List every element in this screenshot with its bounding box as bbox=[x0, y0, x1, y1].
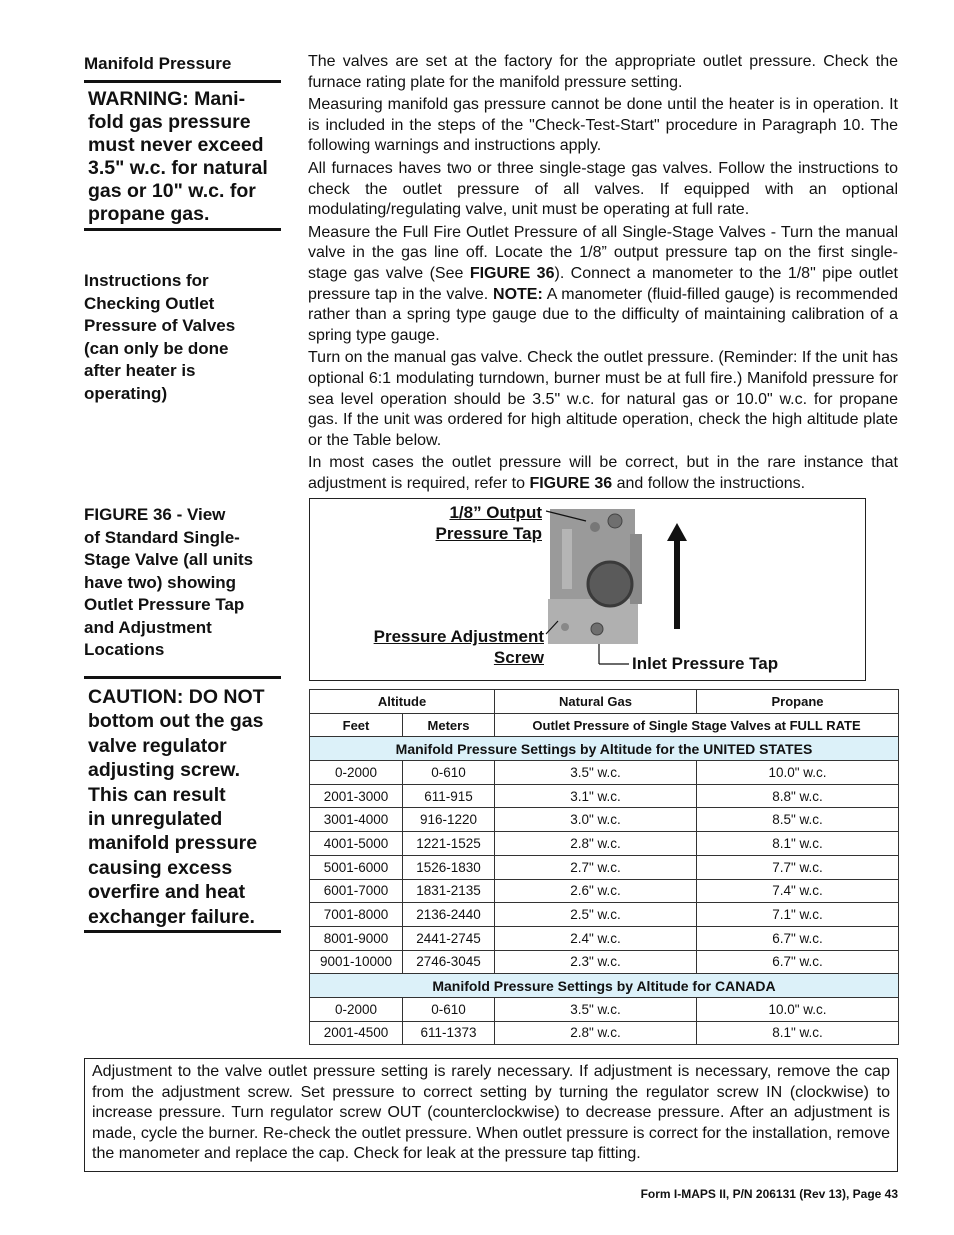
warning-line: propane gas. bbox=[88, 203, 210, 225]
cell: 0-610 bbox=[403, 761, 495, 785]
cell: 2001-3000 bbox=[310, 784, 403, 808]
header-cell: Outlet Pressure of Single Stage Valves at FULL RATE bbox=[495, 713, 899, 737]
figure-caption bbox=[84, 504, 284, 662]
table-section-row bbox=[310, 974, 899, 998]
cell: 611-915 bbox=[403, 784, 495, 808]
cell: 0-610 bbox=[403, 997, 495, 1021]
cell: 8001-9000 bbox=[310, 926, 403, 950]
figure-reference: FIGURE 36 bbox=[529, 474, 613, 492]
table-header-row bbox=[310, 690, 899, 714]
cell: 7001-8000 bbox=[310, 903, 403, 927]
table-section-row bbox=[310, 737, 899, 761]
cell: 3.1" w.c. bbox=[495, 784, 697, 808]
divider bbox=[84, 80, 281, 83]
warning-line: WARNING: Mani- bbox=[88, 88, 246, 110]
cell: 7.7" w.c. bbox=[697, 855, 899, 879]
text-run: Measure the Full Fire Outlet Pressure of all Single-Stage Valves - Turn the manual valve in the gas line off. Locate the 1/8” output pressure tap on the first single-stage gas valve (See bbox=[308, 223, 898, 282]
caution-box bbox=[88, 685, 283, 929]
caution-line: adjusting screw. bbox=[88, 759, 241, 782]
cell: 10.0" w.c. bbox=[697, 997, 899, 1021]
instructions-line: Checking Outlet bbox=[84, 293, 215, 313]
warning-box bbox=[88, 88, 283, 226]
warning-line: must never exceed bbox=[88, 134, 264, 156]
note-label: NOTE: bbox=[493, 285, 543, 303]
divider bbox=[84, 930, 281, 933]
table-row bbox=[310, 1021, 899, 1045]
table-header-row bbox=[310, 713, 899, 737]
table-row bbox=[310, 879, 899, 903]
caption-line: FIGURE 36 - View bbox=[84, 505, 226, 524]
section-heading: Manifold Pressure bbox=[84, 54, 232, 73]
caption-line: Outlet Pressure Tap bbox=[84, 595, 245, 614]
cell: 3.0" w.c. bbox=[495, 808, 697, 832]
table-row bbox=[310, 903, 899, 927]
caption-line: and Adjustment bbox=[84, 617, 212, 637]
caution-line: CAUTION: DO NOT bbox=[88, 686, 265, 708]
figure-36 bbox=[309, 498, 866, 681]
cell: 2.6" w.c. bbox=[495, 879, 697, 903]
cell: 1526-1830 bbox=[403, 855, 495, 879]
cell: 2441-2745 bbox=[403, 926, 495, 950]
table-row bbox=[310, 926, 899, 950]
table-row bbox=[310, 997, 899, 1021]
cell: 8.8" w.c. bbox=[697, 784, 899, 808]
cell: 1221-1525 bbox=[403, 832, 495, 856]
cell: 2746-3045 bbox=[403, 950, 495, 974]
cell: 2.5" w.c. bbox=[495, 903, 697, 927]
cell: 9001-10000 bbox=[310, 950, 403, 974]
cell: 2.8" w.c. bbox=[495, 1021, 697, 1045]
header-cell: Altitude bbox=[310, 690, 495, 714]
callout-line: Pressure Tap bbox=[435, 524, 542, 543]
text-run: In most cases the outlet pressure will be correct, but in the rare instance that adjustment is required, refer to bbox=[308, 454, 898, 492]
divider bbox=[84, 676, 281, 679]
pressure-adjustment-screw-label bbox=[340, 626, 544, 668]
caution-line: exchanger failure. bbox=[88, 905, 255, 928]
caption-line: Stage Valve (all units bbox=[84, 550, 254, 569]
cell: 10.0" w.c. bbox=[697, 761, 899, 785]
table-row bbox=[310, 832, 899, 856]
cell: 7.1" w.c. bbox=[697, 903, 899, 927]
instructions-line: after heater is bbox=[84, 361, 196, 380]
instructions-line: Pressure of Valves bbox=[84, 316, 236, 335]
adjustment-note-box: Adjustment to the valve outlet pressure setting is rarely necessary. If adjustment is necessary, remove the cap from the adjustment screw. Set pressure to correct setting by turning the regulator screw IN (clockwise) to increase pressure. Turn regulator screw OUT (counterclockwise) to decrease pressure. After an adjustment is made, cycle the burner. Re-check the outlet pressure. When outlet pressure is correct for the installation, remove the manometer and replace the cap. Check for leak at the pressure tap fitting. bbox=[84, 1058, 898, 1172]
caption-line: Locations bbox=[84, 640, 165, 659]
cell: 2.8" w.c. bbox=[495, 832, 697, 856]
header-cell: Feet bbox=[310, 713, 403, 737]
caution-line: This can result bbox=[88, 783, 226, 806]
header-cell: Meters bbox=[403, 713, 495, 737]
cell: 916-1220 bbox=[403, 808, 495, 832]
inlet-pressure-tap-label: Inlet Pressure Tap bbox=[632, 654, 779, 673]
cell: 8.5" w.c. bbox=[697, 808, 899, 832]
figure-reference: FIGURE 36 bbox=[469, 264, 555, 282]
caution-line: in unregulated bbox=[88, 808, 223, 831]
warning-line: 3.5" w.c. for natural bbox=[88, 157, 268, 179]
warning-line: gas or 10" w.c. for bbox=[88, 180, 256, 202]
text-run: A manometer (fluid-filled gauge) is recommended rather than a spring type gauge due to the difficulty of maintaining calibration of a spring type gauge. bbox=[308, 285, 899, 344]
cell: 2.7" w.c. bbox=[495, 855, 697, 879]
paragraph: The valves are set at the factory for the appropriate outlet pressure. Check the furnace rating plate for the manifold pressure setting. bbox=[308, 53, 898, 91]
cell: 4001-5000 bbox=[310, 832, 403, 856]
caution-line: manifold pressure bbox=[88, 832, 258, 855]
callout-line: Pressure Adjustment bbox=[373, 627, 544, 646]
caption-line: of Standard Single- bbox=[84, 527, 240, 547]
instructions-line: operating) bbox=[84, 383, 168, 403]
text-run: and follow the instructions. bbox=[612, 474, 806, 492]
output-pressure-tap-label bbox=[410, 502, 542, 544]
header-cell: Propane bbox=[697, 690, 899, 714]
cell: 2.3" w.c. bbox=[495, 950, 697, 974]
paragraph: Measuring manifold gas pressure cannot be done until the heater is in operation. It is included in the steps of the "Check-Test-Start" procedure in Paragraph 10. The following warnings and instructions apply. bbox=[308, 96, 898, 155]
divider bbox=[84, 228, 281, 231]
instructions-heading bbox=[84, 270, 284, 405]
cell: 2.4" w.c. bbox=[495, 926, 697, 950]
callout-line: Screw bbox=[493, 648, 544, 667]
cell: 8.1" w.c. bbox=[697, 1021, 899, 1045]
cell: 3.5" w.c. bbox=[495, 997, 697, 1021]
cell: 3.5" w.c. bbox=[495, 761, 697, 785]
table-row bbox=[310, 950, 899, 974]
paragraph bbox=[308, 223, 898, 347]
cell: 0-2000 bbox=[310, 761, 403, 785]
caution-line: overfire and heat bbox=[88, 881, 246, 904]
cell: 3001-4000 bbox=[310, 808, 403, 832]
cell: 611-1373 bbox=[403, 1021, 495, 1045]
paragraph: All furnaces haves two or three single-stage gas valves. Follow the instructions to check the outlet pressure of all valves. If equipped with an optional modulating/regulating valve, unit must be operating at full rate. bbox=[308, 159, 898, 219]
table-row bbox=[310, 855, 899, 879]
manifold-pressure-table bbox=[309, 689, 899, 1045]
section-title: Manifold Pressure Settings by Altitude for CANADA bbox=[310, 974, 899, 998]
cell: 2136-2440 bbox=[403, 903, 495, 927]
cell: 6001-7000 bbox=[310, 879, 403, 903]
cell: 7.4" w.c. bbox=[697, 879, 899, 903]
table-row bbox=[310, 808, 899, 832]
body-text bbox=[308, 52, 898, 494]
section-title: Manifold Pressure Settings by Altitude for the UNITED STATES bbox=[310, 737, 899, 761]
paragraph: Turn on the manual gas valve. Check the outlet pressure. (Reminder: If the unit has optional 6:1 modulating turndown, burner must be at full fire.) Manifold pressure for sea level operation should be 3.5" w.c. for natural gas or 10.0" w.c. for propane gas. If the unit was ordered for high altitude operation, check the high altitude plate or the Table below. bbox=[308, 349, 898, 449]
text-run: ). Connect a manometer to the 1/8" pipe outlet pressure tap in the valve. bbox=[308, 264, 898, 303]
table-row bbox=[310, 761, 899, 785]
caution-line: causing excess bbox=[88, 856, 233, 879]
cell: 6.7" w.c. bbox=[697, 950, 899, 974]
instructions-line: Instructions for bbox=[84, 271, 209, 290]
cell: 5001-6000 bbox=[310, 855, 403, 879]
paragraph bbox=[308, 453, 898, 494]
page-footer: Form I-MAPS II, P/N 206131 (Rev 13), Page 43 bbox=[640, 1187, 898, 1201]
cell: 2001-4500 bbox=[310, 1021, 403, 1045]
cell: 6.7" w.c. bbox=[697, 926, 899, 950]
callout-line: 1/8” Output bbox=[449, 503, 542, 522]
caution-line: valve regulator bbox=[88, 734, 227, 757]
table-row bbox=[310, 784, 899, 808]
cell: 1831-2135 bbox=[403, 879, 495, 903]
caution-line: bottom out the gas bbox=[88, 710, 264, 733]
cell: 8.1" w.c. bbox=[697, 832, 899, 856]
warning-line: fold gas pressure bbox=[88, 111, 251, 133]
instructions-line: (can only be done bbox=[84, 338, 229, 358]
header-cell: Natural Gas bbox=[495, 690, 697, 714]
caption-line: have two) showing bbox=[84, 572, 237, 592]
valve-dial bbox=[588, 562, 632, 606]
cell: 0-2000 bbox=[310, 997, 403, 1021]
